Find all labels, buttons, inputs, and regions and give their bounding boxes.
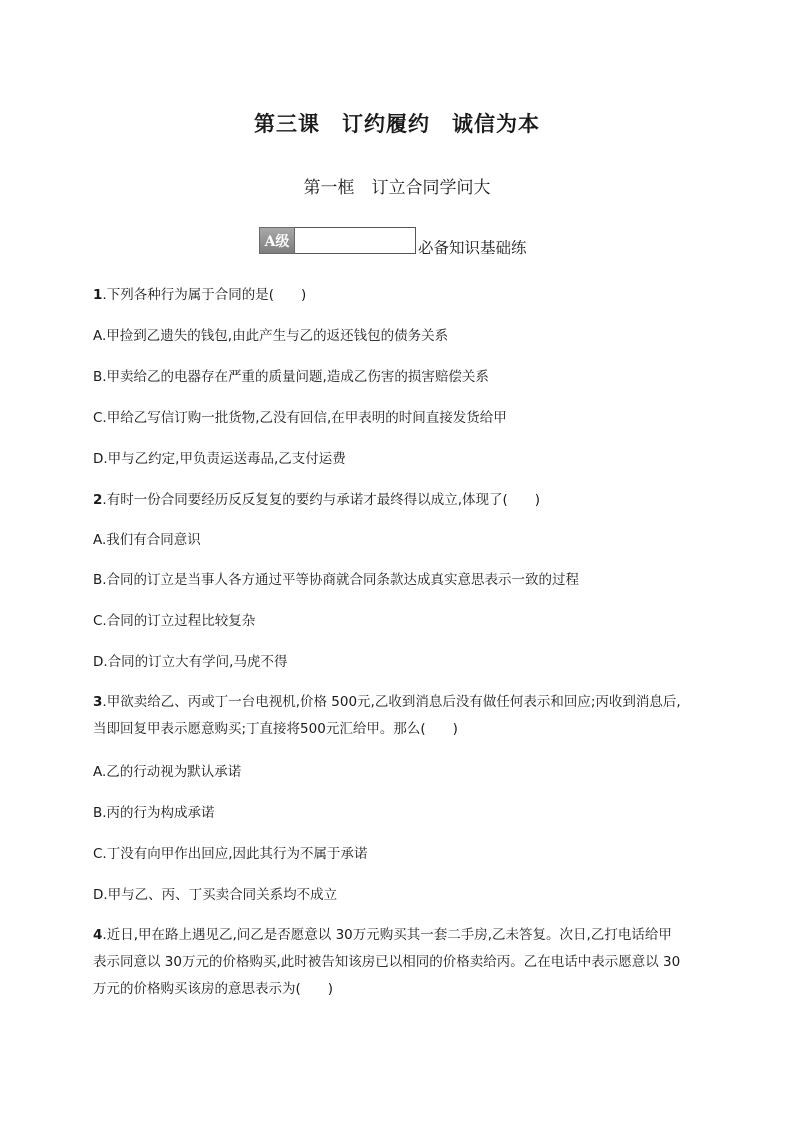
question-number: 4 — [93, 927, 103, 943]
question-number: 2 — [93, 492, 103, 508]
question-3 — [93, 689, 703, 743]
question-text-line-1: .甲欲卖给乙、丙或丁一台电视机,价格 500元,乙收到消息后没有做任何表示和回应;丙收到消息后, — [102, 694, 681, 710]
q2-option-c: C.合同的订立过程比较复杂 — [93, 613, 256, 629]
question-text-line-2: 当即回复甲表示愿意购买;丁直接将500元汇给甲。那么( ) — [93, 721, 458, 737]
section-subtitle: 第一框 订立合同学问大 — [303, 178, 491, 198]
question-2 — [93, 486, 703, 514]
question-text: .有时一份合同要经历反反复复的要约与承诺才最终得以成立,体现了( ) — [102, 492, 541, 508]
q3-option-b: B.丙的行为构成承诺 — [93, 805, 215, 821]
q3-option-a: A.乙的行动视为默认承诺 — [93, 764, 242, 780]
level-label: 必备知识基础练 — [418, 239, 527, 257]
question-number: 1 — [93, 287, 103, 303]
q3-option-d: D.甲与乙、丙、丁买卖合同关系均不成立 — [93, 887, 338, 903]
q1-option-c: C.甲给乙写信订购一批货物,乙没有回信,在甲表明的时间直接发货给甲 — [93, 410, 507, 426]
q1-option-a: A.甲捡到乙遗失的钱包,由此产生与乙的返还钱包的债务关系 — [93, 328, 449, 344]
q1-option-d: D.甲与乙约定,甲负责运送毒品,乙支付运费 — [93, 451, 346, 467]
level-header — [259, 227, 527, 257]
level-badge: A级 — [259, 227, 295, 254]
q2-option-d: D.合同的订立大有学问,马虎不得 — [93, 654, 288, 670]
question-text-line-1: .近日,甲在路上遇见乙,问乙是否愿意以 30万元购买其一套二手房,乙未答复。次日,乙打电话给甲 — [102, 927, 672, 943]
question-number: 3 — [93, 694, 103, 710]
question-text: .下列各种行为属于合同的是( ) — [102, 287, 307, 303]
question-4 — [93, 922, 703, 1003]
q2-option-b: B.合同的订立是当事人各方通过平等协商就合同条款达成真实意思表示一致的过程 — [93, 572, 580, 588]
q3-option-c: C.丁没有向甲作出回应,因此其行为不属于承诺 — [93, 846, 368, 862]
question-text-line-2: 表示同意以 30万元的价格购买,此时被告知该房已以相同的价格卖给丙。乙在电话中表示愿意以 30 — [93, 954, 681, 970]
level-blank-box — [295, 227, 416, 254]
lesson-title: 第三课 订约履约 诚信为本 — [254, 112, 540, 136]
q1-option-b: B.甲卖给乙的电器存在严重的质量问题,造成乙伤害的损害赔偿关系 — [93, 369, 489, 385]
question-text-line-3: 万元的价格购买该房的意思表示为( ) — [93, 981, 334, 997]
question-1 — [93, 281, 703, 309]
q2-option-a: A.我们有合同意识 — [93, 532, 201, 548]
